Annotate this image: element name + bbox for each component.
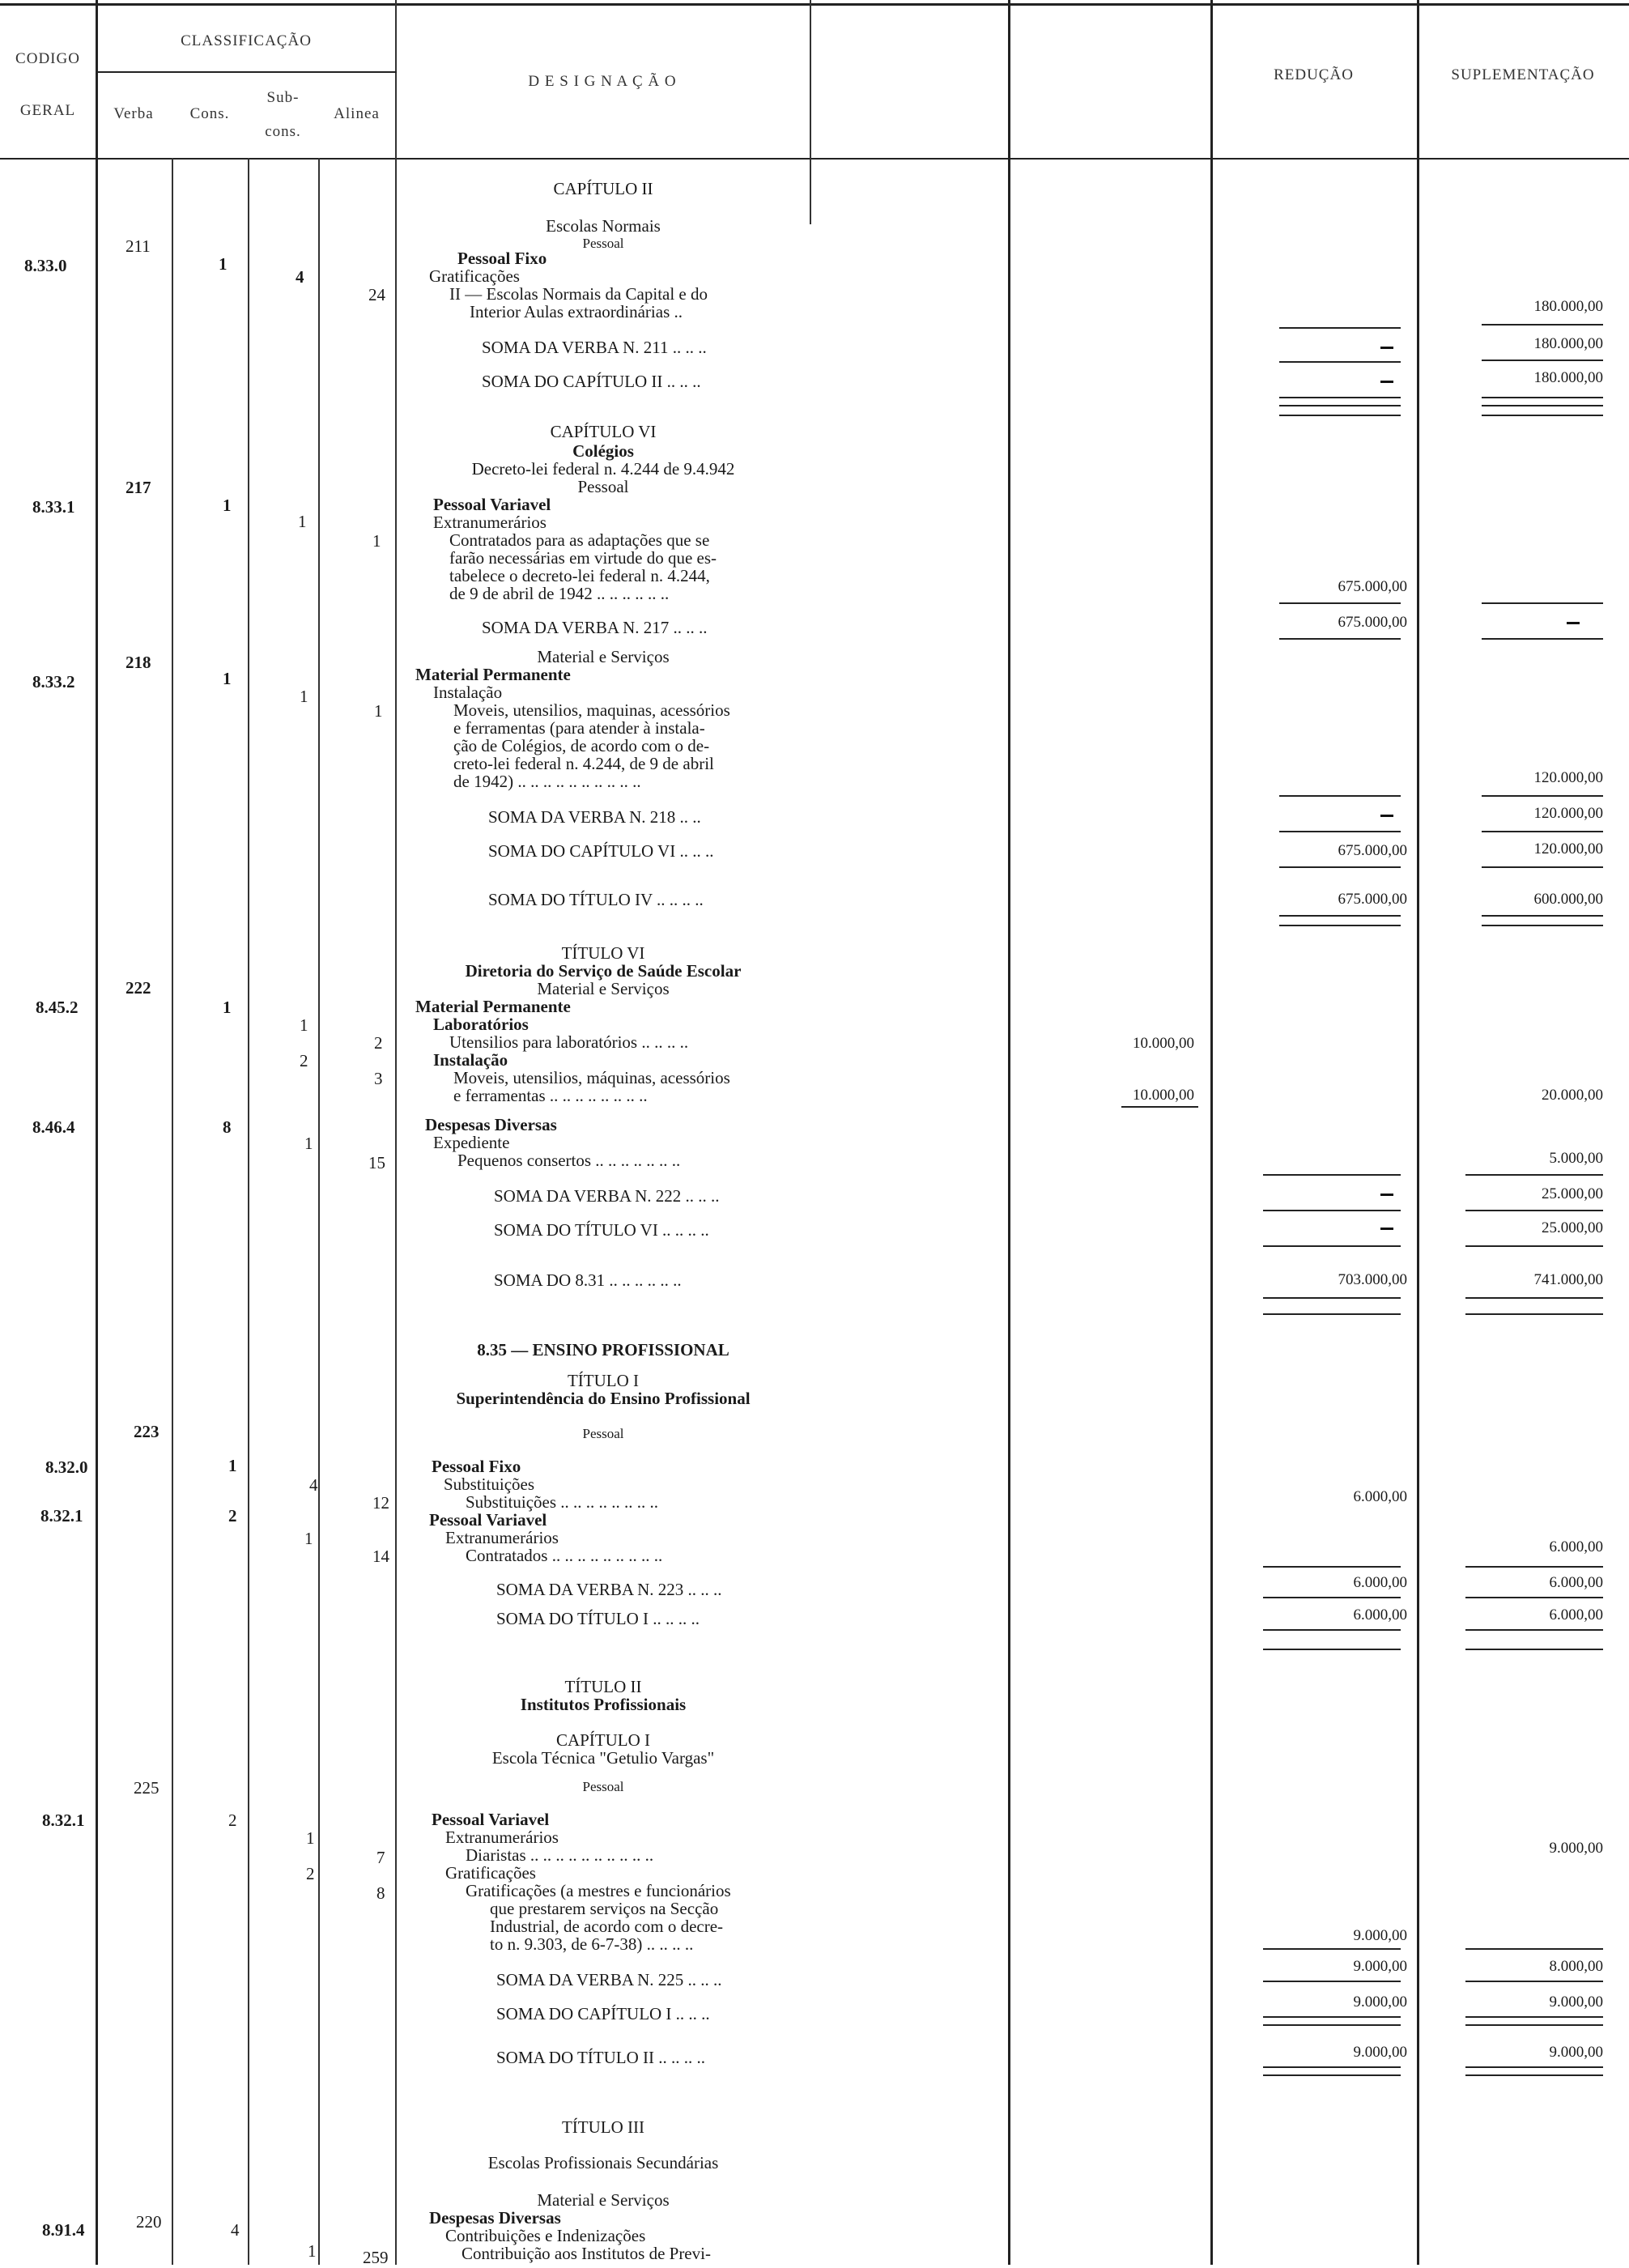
header-classificacao: CLASSIFICAÇÃO	[181, 32, 312, 49]
desc-line: TÍTULO II	[564, 1677, 642, 1696]
desc-line: Instalação	[433, 683, 503, 702]
alinea-value: 14	[372, 1547, 389, 1566]
alinea-value: 1	[372, 531, 381, 551]
desc-line: Pessoal Fixo	[432, 1457, 521, 1476]
desc-line: Contribuições e Indenizações	[445, 2226, 646, 2245]
suplem-rule	[1482, 360, 1603, 361]
header-reducao: REDUÇÃO	[1274, 66, 1354, 83]
desc-line: e ferramentas (para atender à instala-	[453, 718, 705, 738]
desc-line: Pequenos consertos .. .. .. .. .. .. ..	[457, 1151, 681, 1170]
suplementacao-value: 9.000,00	[1549, 1840, 1603, 1857]
desc-line: SOMA DA VERBA N. 223 .. .. ..	[496, 1580, 722, 1599]
desc-line: SOMA DO TÍTULO I .. .. .. ..	[496, 1609, 700, 1628]
subcons-value: 1	[304, 1529, 313, 1548]
verba-value: 222	[125, 978, 151, 998]
suplementacao-value: 9.000,00	[1549, 1994, 1603, 2011]
desc-line: Material e Serviços	[537, 2190, 670, 2210]
codigo-geral: 8.45.2	[36, 998, 79, 1017]
cons-value: 1	[228, 1456, 237, 1475]
desc-line: Pessoal	[577, 477, 629, 496]
header-subcons-1: Sub-	[266, 89, 300, 106]
col-rule-4	[318, 158, 320, 2265]
zero-dash	[1567, 622, 1580, 624]
header-alinea: Alinea	[334, 105, 380, 122]
cons-value: 1	[223, 496, 232, 515]
reducao-rule	[1279, 415, 1401, 416]
reducao-rule	[1263, 1629, 1401, 1631]
suplementacao-value: 120.000,00	[1533, 840, 1603, 857]
desc-line: SOMA DO CAPÍTULO I .. .. ..	[496, 2004, 710, 2023]
subcons-value: 1	[300, 1015, 308, 1035]
subcons-value: 2	[306, 1864, 315, 1883]
col3-value: 10.000,00	[1133, 1087, 1194, 1104]
verba-value: 211	[125, 236, 151, 256]
desc-line: Material e Serviços	[537, 647, 670, 666]
desc-line: Despesas Diversas	[425, 1115, 557, 1134]
col-rule-5	[395, 0, 397, 2265]
codigo-geral: 8.46.4	[32, 1117, 75, 1137]
desc-line: Pessoal Fixo	[457, 249, 547, 268]
suplementacao-value: 120.000,00	[1533, 805, 1603, 822]
zero-dash	[1380, 815, 1393, 817]
desc-line: Escola Técnica "Getulio Vargas"	[491, 1748, 715, 1768]
verba-value: 223	[134, 1422, 159, 1441]
desc-line: Material e Serviços	[537, 979, 670, 998]
suplementacao-value: 180.000,00	[1533, 369, 1603, 386]
desc-line: SOMA DA VERBA N. 211 .. .. ..	[482, 338, 707, 357]
suplementacao-value: 25.000,00	[1542, 1219, 1603, 1236]
desc-line: Material Permanente	[415, 997, 571, 1016]
header-subcons-2: cons.	[265, 123, 301, 140]
reducao-value: 675.000,00	[1338, 578, 1407, 595]
suplementacao-value: 25.000,00	[1542, 1185, 1603, 1202]
zero-dash	[1380, 1228, 1393, 1230]
desc-line: Despesas Diversas	[429, 2208, 561, 2228]
desc-line: Substituições .. .. .. .. .. .. .. ..	[466, 1492, 659, 1512]
suplementacao-value: 9.000,00	[1549, 2044, 1603, 2061]
desc-line: Escolas Normais	[546, 216, 661, 236]
desc-line: TÍTULO I	[567, 1371, 640, 1390]
suplem-rule	[1482, 397, 1603, 398]
reducao-rule	[1263, 1948, 1401, 1950]
desc-line: Contratados .. .. .. .. .. .. .. .. ..	[466, 1546, 663, 1565]
suplem-rule	[1465, 2024, 1603, 2026]
suplem-rule	[1465, 1948, 1603, 1950]
desc-line: CAPÍTULO VI	[550, 422, 657, 441]
reducao-value: 703.000,00	[1338, 1271, 1407, 1288]
suplem-rule	[1465, 1597, 1603, 1598]
desc-line: Expediente	[433, 1133, 510, 1152]
desc-line: tabelece o decreto-lei federal n. 4.244,	[449, 566, 710, 585]
suplem-rule	[1465, 2016, 1603, 2018]
cons-value: 8	[223, 1117, 232, 1137]
codigo-geral: 8.33.0	[24, 256, 67, 275]
desc-line: to n. 9.303, de 6-7-38) .. .. .. ..	[490, 1934, 694, 1954]
desc-line: SOMA DO CAPÍTULO VI .. .. ..	[488, 841, 714, 861]
alinea-value: 15	[368, 1153, 385, 1172]
col-rule-7	[1008, 0, 1010, 2265]
subcons-value: 1	[306, 1828, 315, 1848]
desc-line: Contratados para as adaptações que se	[449, 530, 710, 550]
desc-line: Extranumerários	[445, 1828, 559, 1847]
desc-line: Pessoal Variavel	[433, 495, 551, 514]
codigo-geral: 8.32.1	[40, 1506, 83, 1525]
codigo-geral: 8.32.1	[42, 1811, 85, 1830]
desc-line: CAPÍTULO I	[555, 1730, 651, 1750]
col-rule-1	[96, 0, 98, 2265]
header-geral: GERAL	[19, 102, 76, 119]
desc-line: SOMA DA VERBA N. 217 .. .. ..	[482, 618, 708, 637]
desc-line: Instalação	[433, 1050, 508, 1070]
zero-dash	[1380, 381, 1393, 383]
verba-value: 220	[136, 2212, 162, 2232]
reducao-rule	[1263, 1245, 1401, 1247]
reducao-value: 6.000,00	[1353, 1574, 1407, 1591]
col-rule-2	[172, 158, 173, 2265]
suplementacao-value: 5.000,00	[1549, 1150, 1603, 1167]
header-designacao: D E S I G N A Ç Ã O	[528, 73, 677, 90]
suplem-rule	[1482, 415, 1603, 416]
suplem-rule	[1465, 1174, 1603, 1176]
reducao-rule	[1263, 1210, 1401, 1211]
top-rule	[0, 3, 1629, 6]
suplementacao-value: 8.000,00	[1549, 1958, 1603, 1975]
desc-line: Interior Aulas extraordinárias ..	[470, 302, 683, 321]
suplem-rule	[1482, 915, 1603, 917]
subcons-value: 2	[300, 1051, 308, 1070]
desc-line: e ferramentas .. .. .. .. .. .. .. ..	[453, 1086, 648, 1105]
suplementacao-value: 741.000,00	[1533, 1271, 1603, 1288]
codigo-geral: 8.32.0	[45, 1457, 88, 1477]
desc-line: Diretoria do Serviço de Saúde Escolar	[465, 961, 742, 981]
desc-line: Escolas Profissionais Secundárias	[487, 2153, 719, 2172]
reducao-rule	[1263, 2074, 1401, 2076]
desc-line: Extranumerários	[433, 513, 547, 532]
desc-line: 8.35 — ENSINO PROFISSIONAL	[477, 1340, 729, 1360]
reducao-rule	[1263, 1174, 1401, 1176]
subcons-value: 1	[298, 512, 307, 531]
alinea-value: 259	[363, 2248, 389, 2267]
subcons-value: 1	[304, 1134, 313, 1153]
suplem-rule	[1482, 795, 1603, 797]
suplementacao-value: 6.000,00	[1549, 1606, 1603, 1623]
cons-value: 1	[219, 254, 228, 274]
zero-dash	[1380, 1194, 1393, 1196]
alinea-value: 24	[368, 285, 385, 304]
desc-line: SOMA DO TÍTULO IV .. .. .. ..	[488, 890, 704, 909]
reducao-rule	[1263, 1313, 1401, 1315]
reducao-value: 9.000,00	[1353, 1958, 1407, 1975]
reducao-rule	[1279, 327, 1401, 329]
verba-value: 225	[134, 1778, 159, 1798]
suplementacao-value: 600.000,00	[1533, 891, 1603, 908]
desc-line: Pessoal	[582, 1426, 624, 1441]
suplem-rule	[1482, 638, 1603, 640]
suplementacao-value: 6.000,00	[1549, 1574, 1603, 1591]
desc-line: Pessoal	[582, 1779, 624, 1794]
reducao-value: 9.000,00	[1353, 2044, 1407, 2061]
desc-line: SOMA DA VERBA N. 225 .. .. ..	[496, 1970, 722, 1989]
cons-value: 1	[223, 669, 232, 688]
suplementacao-value: 180.000,00	[1533, 298, 1603, 315]
reducao-rule	[1279, 638, 1401, 640]
cons-value: 2	[228, 1811, 237, 1830]
suplem-rule	[1465, 1649, 1603, 1650]
reducao-rule	[1263, 1649, 1401, 1650]
reducao-rule	[1263, 2066, 1401, 2068]
col-rule-8	[1210, 0, 1213, 2265]
desc-line: SOMA DO TÍTULO VI .. .. .. ..	[494, 1220, 709, 1240]
suplem-rule	[1465, 1629, 1603, 1631]
desc-line: Colégios	[572, 441, 634, 461]
reducao-rule	[1279, 925, 1401, 926]
reducao-rule	[1263, 2016, 1401, 2018]
reducao-rule	[1263, 1981, 1401, 1982]
reducao-rule	[1279, 361, 1401, 363]
suplementacao-value: 120.000,00	[1533, 769, 1603, 786]
reducao-rule	[1279, 397, 1401, 398]
desc-line: TÍTULO VI	[561, 943, 645, 963]
desc-line: Laboratórios	[433, 1015, 529, 1034]
header-cons: Cons.	[189, 105, 230, 122]
reducao-rule	[1279, 795, 1401, 797]
verba-value: 218	[125, 653, 151, 672]
suplem-rule	[1482, 831, 1603, 832]
reducao-rule	[1263, 1566, 1401, 1568]
suplem-rule	[1465, 2066, 1603, 2068]
desc-line: SOMA DA VERBA N. 218 .. ..	[488, 807, 701, 827]
alinea-value: 12	[372, 1493, 389, 1513]
reducao-rule	[1263, 1297, 1401, 1299]
header-verba: Verba	[113, 105, 154, 122]
reducao-rule	[1263, 1597, 1401, 1598]
reducao-rule	[1279, 866, 1401, 868]
reducao-rule	[1279, 831, 1401, 832]
verba-value: 217	[125, 478, 151, 497]
suplem-rule	[1465, 1297, 1603, 1299]
desc-line: creto-lei federal n. 4.244, de 9 de abril	[453, 754, 714, 773]
suplem-rule	[1465, 1210, 1603, 1211]
suplementacao-value: 180.000,00	[1533, 335, 1603, 352]
desc-line: Pessoal	[582, 236, 624, 251]
desc-line: farão necessárias em virtude do que es-	[449, 548, 717, 568]
col-rule-9	[1417, 0, 1419, 2265]
reducao-value: 9.000,00	[1353, 1994, 1407, 2011]
col3-underline	[1121, 1106, 1198, 1108]
desc-line: ção de Colégios, de acordo com o de-	[453, 736, 710, 755]
desc-line: Industrial, de acordo com o decre-	[490, 1917, 724, 1936]
desc-line: SOMA DO CAPÍTULO II .. .. ..	[482, 372, 701, 391]
desc-line: Pessoal Variavel	[432, 1810, 550, 1829]
subcons-value: 4	[309, 1475, 318, 1495]
desc-line: Gratificações (a mestres e funcionários	[466, 1881, 731, 1900]
codigo-geral: 8.33.1	[32, 497, 75, 517]
header-codigo: CODIGO	[15, 50, 80, 67]
desc-line: Contribuição aos Institutos de Previ-	[461, 2244, 711, 2263]
desc-line: SOMA DO TÍTULO II .. .. .. ..	[496, 2048, 706, 2067]
reducao-value: 675.000,00	[1338, 842, 1407, 859]
col3-value: 10.000,00	[1133, 1035, 1194, 1052]
suplem-rule	[1482, 405, 1603, 406]
desc-line: de 9 de abril de 1942 .. .. .. .. .. ..	[449, 584, 670, 603]
desc-line: Pessoal Variavel	[429, 1510, 547, 1530]
desc-line: Diaristas .. .. .. .. .. .. .. .. .. ..	[466, 1845, 654, 1865]
desc-line: TÍTULO III	[561, 2117, 645, 2137]
desc-line: Utensilios para laboratórios .. .. .. ..	[449, 1032, 689, 1052]
suplem-rule	[1482, 602, 1603, 604]
header-rule	[0, 158, 1629, 160]
desc-line: SOMA DO 8.31 .. .. .. .. .. ..	[494, 1270, 682, 1290]
reducao-value: 6.000,00	[1353, 1606, 1407, 1623]
desc-line: SOMA DA VERBA N. 222 .. .. ..	[494, 1186, 720, 1206]
desc-line: Moveis, utensilios, máquinas, acessórios	[453, 1068, 730, 1087]
reducao-value: 675.000,00	[1338, 891, 1407, 908]
classif-rule	[96, 71, 397, 73]
alinea-value: 7	[376, 1848, 385, 1867]
suplem-rule	[1482, 324, 1603, 326]
desc-line: Gratificações	[429, 266, 520, 286]
reducao-rule	[1279, 405, 1401, 406]
cons-value: 1	[223, 998, 232, 1017]
desc-line: Superintendência do Ensino Profissional	[456, 1389, 751, 1408]
desc-line: CAPÍTULO II	[553, 179, 653, 198]
desc-line: Substituições	[444, 1474, 535, 1494]
desc-line: Decreto-lei federal n. 4.244 de 9.4.942	[471, 459, 735, 479]
subcons-value: 4	[296, 267, 304, 287]
reducao-rule	[1279, 602, 1401, 604]
zero-dash	[1380, 347, 1393, 349]
reducao-value: 6.000,00	[1353, 1488, 1407, 1505]
desc-line: II — Escolas Normais da Capital e do	[449, 284, 708, 304]
desc-line: Institutos Profissionais	[520, 1695, 687, 1714]
desc-line: Extranumerários	[445, 1528, 559, 1547]
desc-line: que prestarem serviços na Secção	[490, 1899, 719, 1918]
suplem-rule	[1465, 1313, 1603, 1315]
col-rule-6	[810, 0, 811, 224]
alinea-value: 1	[374, 701, 383, 721]
suplementacao-value: 20.000,00	[1542, 1087, 1603, 1104]
suplem-rule	[1465, 1245, 1603, 1247]
suplem-rule	[1465, 1566, 1603, 1568]
codigo-geral: 8.33.2	[32, 672, 75, 691]
reducao-rule	[1263, 2024, 1401, 2026]
suplementacao-value: 6.000,00	[1549, 1538, 1603, 1555]
suplem-rule	[1482, 925, 1603, 926]
header-suplementacao: SUPLEMENTAÇÃO	[1451, 66, 1595, 83]
col-rule-3	[248, 158, 249, 2265]
alinea-value: 3	[374, 1069, 383, 1088]
desc-line: Material Permanente	[415, 665, 571, 684]
suplem-rule	[1482, 866, 1603, 868]
reducao-value: 9.000,00	[1353, 1927, 1407, 1944]
suplem-rule	[1465, 2074, 1603, 2076]
cons-value: 4	[231, 2220, 240, 2240]
suplem-rule	[1465, 1981, 1603, 1982]
subcons-value: 1	[308, 2241, 317, 2261]
cons-value: 2	[228, 1506, 237, 1525]
desc-line: Gratificações	[445, 1863, 536, 1883]
reducao-value: 675.000,00	[1338, 614, 1407, 631]
alinea-value: 8	[376, 1883, 385, 1903]
reducao-rule	[1279, 915, 1401, 917]
subcons-value: 1	[300, 687, 308, 706]
desc-line: de 1942) .. .. .. .. .. .. .. .. .. ..	[453, 772, 641, 791]
desc-line: Moveis, utensilios, maquinas, acessórios	[453, 700, 730, 720]
codigo-geral: 8.91.4	[42, 2220, 85, 2240]
alinea-value: 2	[374, 1033, 383, 1053]
